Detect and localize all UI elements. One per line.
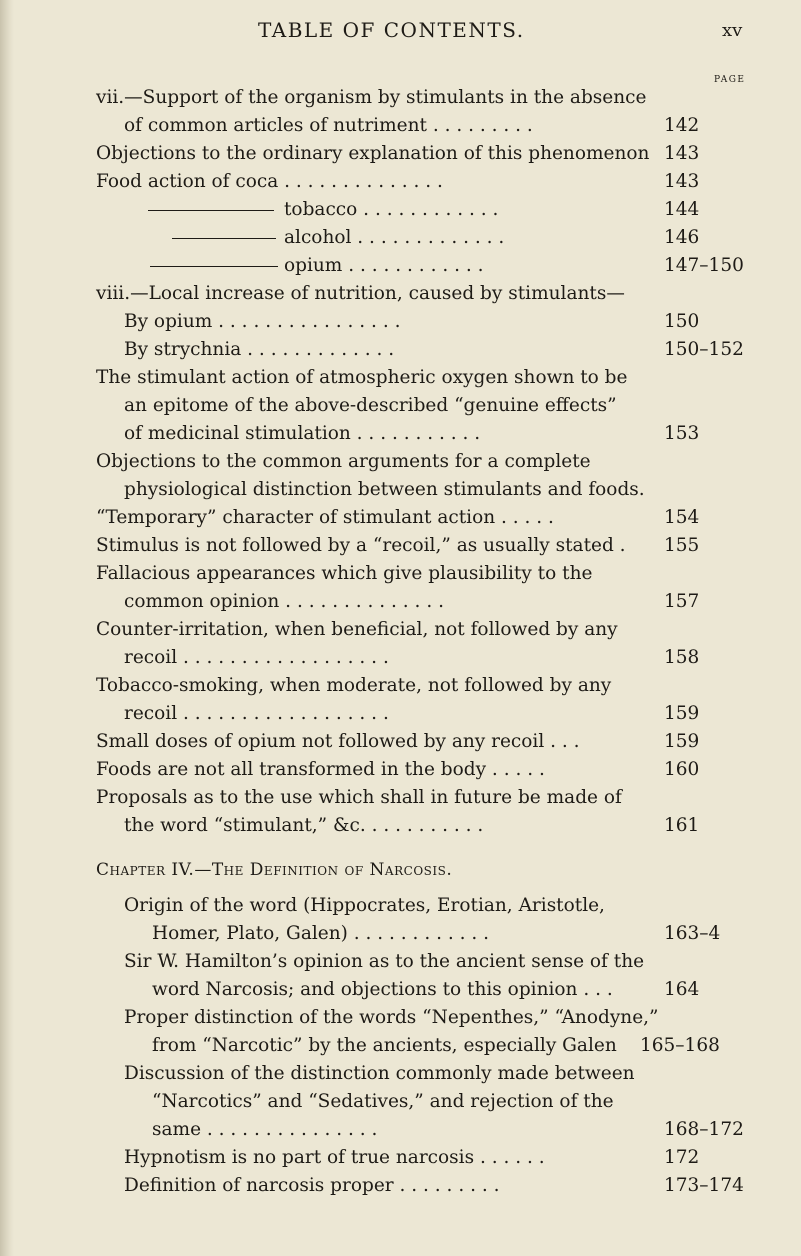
page-column-label: PAGE (714, 75, 746, 85)
running-head-page-number: xv (722, 20, 743, 41)
running-head-title: TABLE OF CONTENTS. (258, 18, 525, 42)
book-page: TABLE OF CONTENTS. xv PAGE vii.—Support of the organism by stimulants in the absence of common articles of nutriment . . . . . . . . . 142 Objections to the ordinary explanation of this phenomenon 143 Food action of coca . . . . . . . . . . . . . . 143 tobacco . . . . . . . . . . . . 144 alcohol . . . . . . . . . . . . . 146 opium . . . . . . . . . . . . 147–150 viii.—Local increase of nutrition, caused by stimulants— By opium . . . . . . . . . . . . . . . . 150 By strychnia . . . . . . . . . . . . . 150–152 The stimulant action of atmospheric oxygen shown to be an epitome of the above-described “genuine effects” of medicinal stimulation . . . . . . . . . . . 153 Objections to the common arguments for a complete physiological distinction between stimulants and foods. “Temporary” character of stimulant action . . . . . 154 Stimulus is not followed by a “recoil,” as usually stated . 155 Fallacious appearances which give plausibility to the common opinion . . . . . . . . . . . . . . 157 Counter-irritation, when beneficial, not followed by any recoil . . . . . . . . . . . . . . . . . . 158 Tobacco-smoking, when moderate, not followed by any recoil . . . . . . . . . . . . . . . . . . 159 Small doses of opium not followed by any recoil . . . 159 Foods are not all transformed in the body . . . . . 160 Proposals as to the use which shall in future be made of the word “stimulant,” &c. . . . . . . . . . . 161 Chapter IV.—The Definition of Narcosis. Origin of the word (Hippocrates, Erotian, Aristotle, Homer, Plato, Galen) . . . . . . . . . . . . 163–4 Sir W. Hamilton’s opinion as to the ancient sense of the word Narcosis; and objections to this opinion . . . 164 Proper distinction of the words “Nepenthes,” “Anodyne,” from “Narcotic” by the ancients, especially Galen 165–168 Discussion of the distinction commonly made between “Narcotics” and “Sedatives,” and rejection of the same . . . . . . . . . . . . . . . 168–172 Hypnotism is no part of true narcosis . . . . . . 172 Definition of narcosis proper . . . . . . . . . 173–174 (0, 0, 801, 1256)
ditto-dash (172, 238, 276, 239)
running-head (0, 18, 801, 48)
chapter-heading: Chapter IV.—The Definition of Narcosis. (96, 860, 453, 880)
ditto-dash (150, 266, 278, 267)
page-spine-shadow (0, 0, 14, 1256)
ditto-dash (148, 210, 274, 211)
